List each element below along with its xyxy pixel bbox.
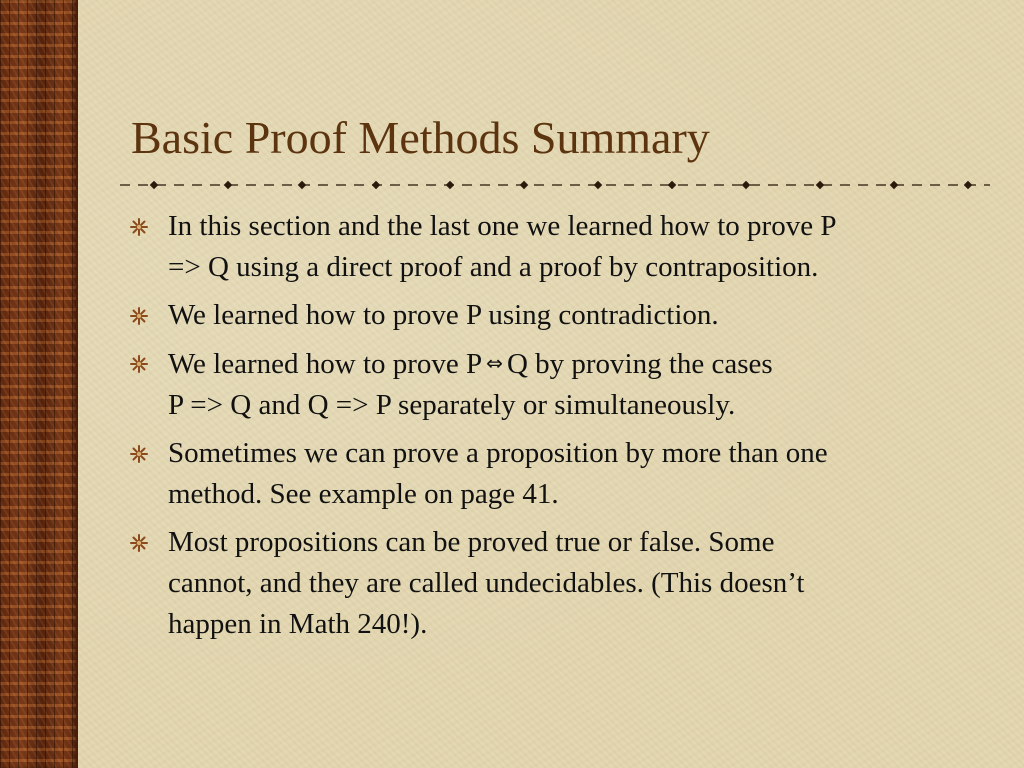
asterisk-star-icon (130, 355, 148, 373)
bullet-text-line: P => Q and Q => P separately or simultaneously. (168, 389, 736, 421)
bullet-text-line: happen in Math 240!). (168, 608, 428, 640)
divider-marker (594, 181, 602, 189)
bullet-text-line (168, 343, 990, 385)
divider-marker (964, 181, 972, 189)
divider-marker (224, 181, 232, 189)
bullet-text-line: cannot, and they are called undecidables. (This doesn’t (168, 567, 805, 599)
divider-marker (742, 181, 750, 189)
divider-marker (520, 181, 528, 189)
bullet-item (130, 295, 990, 336)
divider-marker (298, 181, 306, 189)
decorative-left-border (0, 0, 78, 768)
bullet-item (130, 522, 990, 645)
divider-marker (150, 181, 158, 189)
bullet-text-line: Most propositions can be proved true or false. Some (168, 526, 775, 558)
double-arrow-iff-icon: ⇔ (486, 351, 503, 375)
bullet-text-line: => Q using a direct proof and a proof by contraposition. (168, 251, 819, 283)
bullet-text-line: Sometimes we can prove a proposition by more than one (168, 437, 828, 469)
bullet-text-line: In this section and the last one we learned how to prove P (168, 210, 837, 242)
bullet-text-line: We learned how to prove P using contradiction. (168, 299, 719, 331)
bullet-list (130, 206, 990, 652)
divider-marker (816, 181, 824, 189)
divider-marker (668, 181, 676, 189)
bullet-text-line: method. See example on page 41. (168, 478, 559, 510)
bullet-text-after-symbol: Q by proving the cases (506, 348, 773, 380)
asterisk-star-icon (130, 534, 148, 552)
bullet-item (130, 206, 990, 288)
asterisk-star-icon (130, 218, 148, 236)
title-divider (118, 176, 990, 194)
slide-title: Basic Proof Methods Summary (131, 112, 710, 163)
divider-marker (446, 181, 454, 189)
asterisk-star-icon (130, 307, 148, 325)
bullet-text-before-symbol: We learned how to prove P (168, 348, 483, 380)
bullet-item (130, 433, 990, 515)
divider-marker (890, 181, 898, 189)
divider-marker (372, 181, 380, 189)
bullet-item (130, 343, 990, 426)
asterisk-star-icon (130, 445, 148, 463)
